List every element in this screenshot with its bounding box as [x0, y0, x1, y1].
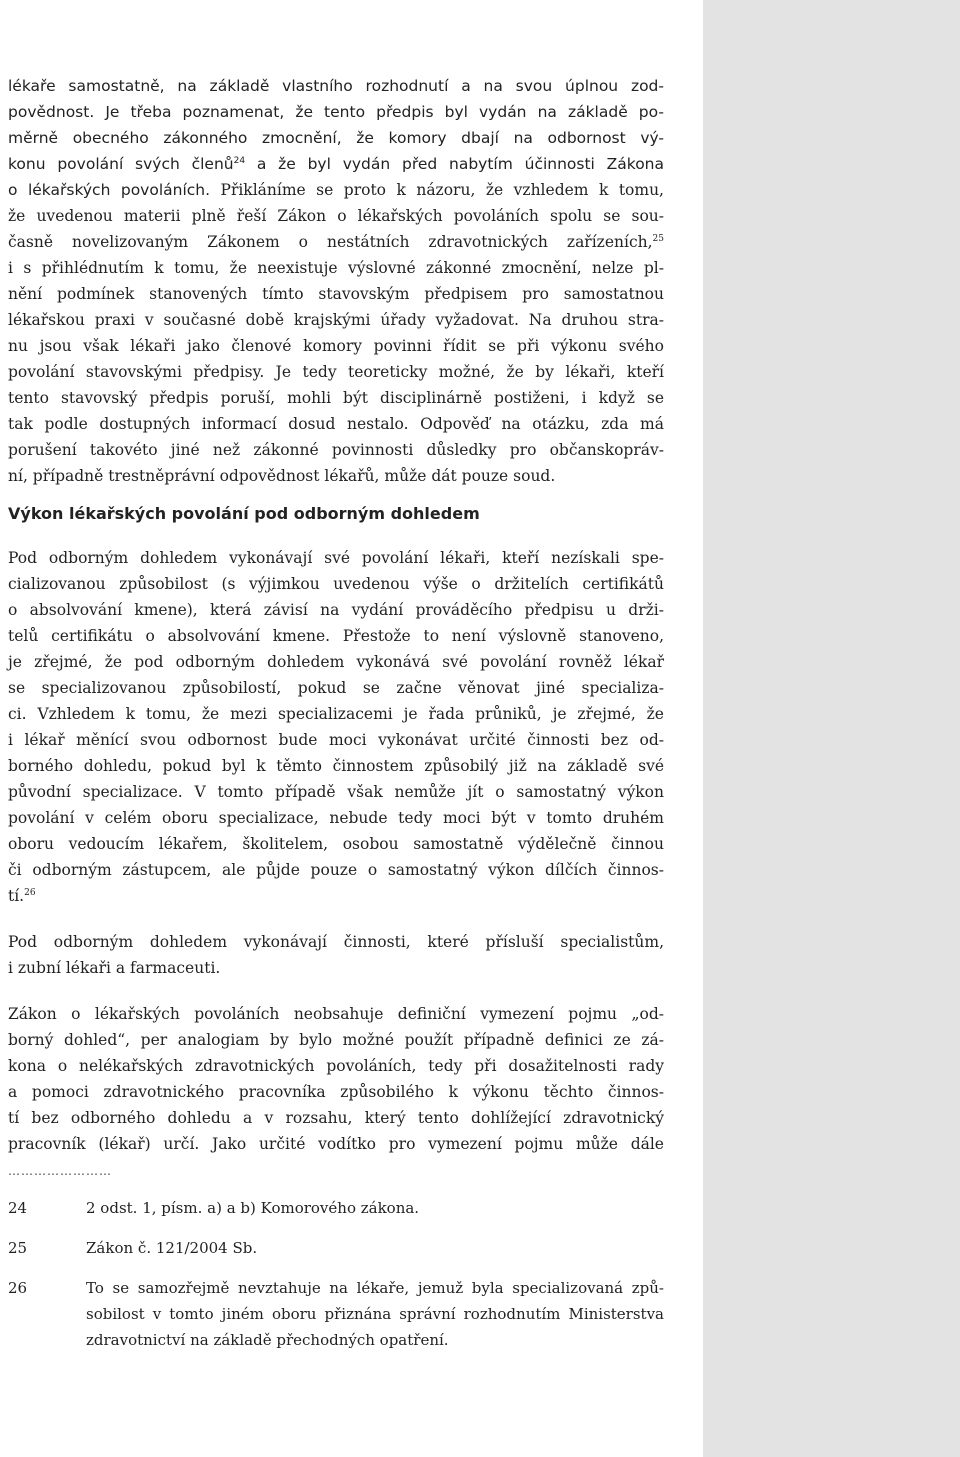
- text-line: lékařskou praxi v současné době krajskými úřady vyžadovat. Na druhou stra-: [8, 311, 664, 329]
- text-line: či odborným zástupcem, ale půjde pouze o samostatný výkon dílčích činnos-: [8, 861, 664, 879]
- paragraph-4: [8, 1001, 664, 1157]
- footnote-26: [8, 1275, 664, 1353]
- text-line: povědnost. Je třeba poznamenat, že tento předpis byl vydán na základě po-: [8, 103, 664, 121]
- footnote-24: [8, 1195, 664, 1221]
- footnote-text: 2 odst. 1, písm. a) a b) Komorového zákona.: [86, 1199, 420, 1217]
- text-line: pracovník (lékař) určí. Jako určité vodítko pro vymezení pojmu může dále: [8, 1135, 664, 1153]
- text-line: borného dohledu, pokud byl k těmto činnostem způsobilý již na základě své: [8, 757, 664, 775]
- text-line: a pomoci zdravotnického pracovníka způsobilého k výkonu těchto činnos-: [8, 1083, 664, 1101]
- margin-panel: [703, 0, 960, 1457]
- text-line: borný dohled“, per analogiam by bylo možné použít případně definici ze zá-: [8, 1031, 664, 1049]
- text-line: i zubní lékaři a farmaceuti.: [8, 959, 221, 977]
- footnote-text: sobilost v tomto jiném oboru přiznána správní rozhodnutím Ministerstva: [86, 1305, 664, 1323]
- text-line: původní specializace. V tomto případě však nemůže jít o samostatný výkon: [8, 783, 664, 801]
- footnote-separator: ……………………: [8, 1164, 112, 1178]
- footnote-text: Zákon č. 121/2004 Sb.: [86, 1239, 258, 1257]
- footnote-text: zdravotnictví na základě přechodných opatření.: [86, 1331, 449, 1349]
- text-line: nění podmínek stanovených tímto stavovským předpisem pro samostatnou: [8, 285, 664, 303]
- text-line: tí.$^{26}$: [8, 887, 36, 905]
- text-line: konu povolání svých členů$^{24}$ a že byl vydán před nabytím účinnosti Zákona: [8, 155, 664, 173]
- section-heading: Výkon lékařských povolání pod odborným dohledem: [8, 504, 480, 523]
- text-line: ci. Vzhledem k tomu, že mezi specializacemi je řada průniků, je zřejmé, že: [8, 705, 664, 723]
- text-line: nu jsou však lékaři jako členové komory povinni řídit se při výkonu svého: [8, 337, 664, 355]
- text-line: časně novelizovaným Zákonem o nestátních zdravotnických zařízeních,$^{25}$: [8, 233, 664, 251]
- page-content: [8, 73, 664, 1353]
- footnote-ref-24: 24: [233, 156, 246, 166]
- text-line: měrně obecného zákonného zmocnění, že komory dbají na odbornost vý-: [8, 129, 664, 147]
- text-line: i s přihlédnutím k tomu, že neexistuje výslovné zákonné zmocnění, nelze pl-: [8, 259, 664, 277]
- text-line: lékaře samostatně, na základě vlastního rozhodnutí a na svou úplnou zod-: [8, 77, 664, 95]
- footnotes: [8, 1195, 664, 1353]
- text-line: Pod odborným dohledem vykonávají své povolání lékaři, kteří nezískali spe-: [8, 549, 664, 567]
- text-line: povolání stavovskými předpisy. Je tedy teoreticky možné, že by lékaři, kteří: [8, 363, 664, 381]
- text-line: kona o nelékařských zdravotnických povoláních, tedy při dosažitelnosti rady: [8, 1057, 664, 1075]
- text-line: tí bez odborného dohledu a v rozsahu, který tento dohlížející zdravotnický: [8, 1109, 664, 1127]
- text-line: ní, případně trestněprávní odpovědnost lékařů, může dát pouze soud.: [8, 467, 556, 485]
- footnote-number: 26: [8, 1279, 28, 1297]
- text-line: telů certifikátu o absolvování kmene. Přestože to není výslovně stanoveno,: [8, 627, 664, 645]
- paragraph-3: [8, 929, 664, 981]
- text-line: tak podle dostupných informací dosud nestalo. Odpověď na otázku, zda má: [8, 415, 664, 433]
- footnote-text: To se samozřejmě nevztahuje na lékaře, jemuž byla specializovaná způ-: [86, 1279, 664, 1297]
- text-line: oboru vedoucím lékařem, školitelem, osobou samostatně výdělečně činnou: [8, 835, 664, 853]
- text-line: tento stavovský předpis poruší, mohli být disciplinárně postiženi, i když se: [8, 389, 664, 407]
- text-line: o lékařských povoláních. Přikláníme se proto k názoru, že vzhledem k tomu,: [8, 181, 664, 199]
- text-line: cializovanou způsobilost (s výjimkou uvedenou výše o držitelích certifikátů: [8, 575, 664, 593]
- text-line: i lékař měnící svou odbornost bude moci vykonávat určité činnosti bez od-: [8, 731, 664, 749]
- text-line: že uvedenou materii plně řeší Zákon o lékařských povoláních spolu se sou-: [8, 207, 664, 225]
- text-line: povolání v celém oboru specializace, nebude tedy moci být v tomto druhém: [8, 809, 664, 827]
- text-line: porušení takovéto jiné než zákonné povinnosti důsledky pro občanskopráv-: [8, 441, 664, 459]
- footnote-number: 24: [8, 1199, 28, 1217]
- paragraph-1: [8, 73, 664, 489]
- text-line: se specializovanou způsobilostí, pokud se začne věnovat jiné specializa-: [8, 679, 664, 697]
- text-line: Pod odborným dohledem vykonávají činnosti, které přísluší specialistům,: [8, 933, 664, 951]
- text-line: o absolvování kmene), která závisí na vydání prováděcího předpisu u drži-: [8, 601, 664, 619]
- paragraph-2: [8, 545, 664, 909]
- text-line: Zákon o lékařských povoláních neobsahuje definiční vymezení pojmu „od-: [8, 1005, 664, 1023]
- footnote-ref-25: 25: [652, 234, 664, 244]
- text-line: je zřejmé, že pod odborným dohledem vykonává své povolání rovněž lékař: [8, 653, 664, 671]
- footnote-25: [8, 1235, 664, 1261]
- footnote-ref-26: 26: [24, 888, 36, 898]
- footnote-number: 25: [8, 1239, 28, 1257]
